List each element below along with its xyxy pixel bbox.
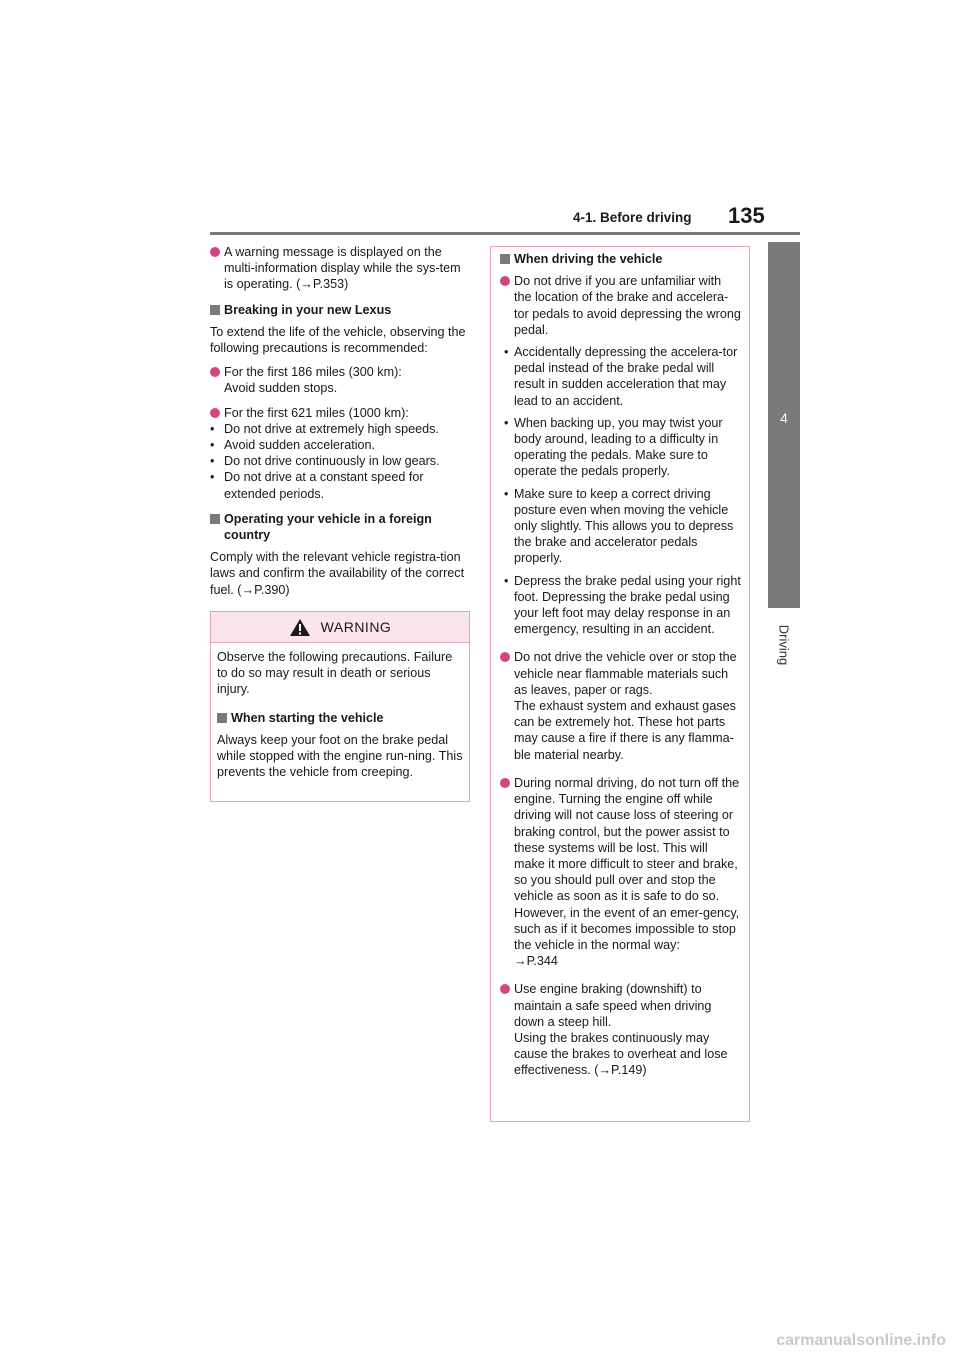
bullet-dot-icon (500, 778, 510, 788)
bullet-text: Using the brakes continuously may cause the brakes to overheat and lose effectiveness. (→P.149) (514, 1030, 728, 1078)
page-footer (0, 1320, 960, 1358)
bullet-dot-icon (500, 984, 510, 994)
sub-item-text: Accidentally depressing the accelera-tor pedal instead of the brake pedal will result in sudden acceleration that may lead to an accident. (514, 345, 738, 408)
warning-title: WARNING (320, 619, 392, 635)
bullet-text: Avoid sudden stops. (224, 381, 338, 396)
list-item: • Do not drive at extremely high speeds. (210, 421, 439, 436)
warning-header (211, 612, 469, 643)
heading-text: Operating your vehicle in a foreign country (224, 511, 432, 543)
sub-item-text: Depress the brake pedal using your right foot. Depressing the brake pedal using your left foot may delay response in an emergency, resulting in an accident. (514, 573, 741, 637)
list-item: • Avoid sudden acceleration. (210, 438, 375, 453)
bullet-engine-off (500, 775, 741, 969)
square-marker-icon (210, 305, 220, 315)
bullet-text: →P.344 (514, 954, 558, 969)
warning-box (210, 611, 470, 802)
heading-breaking-in (210, 302, 470, 318)
heading-text: When driving the vehicle (514, 252, 663, 266)
bullet-unfamiliar-pedals (500, 273, 741, 338)
bullet-first-186 (210, 364, 470, 396)
bullet-text: However, in the event of an emer-gency, such as if it becomes impossible to stop the vehicle in the normal way: (514, 905, 740, 952)
heading-text: When starting the vehicle (231, 710, 384, 725)
bullet-text: A warning message is displayed on the multi-information display while the sys-tem is operating. (→P.353) (224, 245, 461, 292)
chapter-number: 4 (780, 410, 788, 426)
warning-intro: Observe the following precautions. Failure to do so may result in death or serious injury. (217, 650, 453, 697)
heading-driving-vehicle (500, 251, 741, 267)
watermark: carmanualsonline.info (776, 1332, 946, 1349)
header-rule (210, 232, 800, 235)
heading-text: Breaking in your new Lexus (224, 302, 392, 317)
sub-item-accidental-depress: • Accidentally depressing the accelera-tor pedal instead of the brake pedal will result in sudden acceleration that may lead to an accident. (500, 344, 741, 409)
sub-item-text: When backing up, you may twist your body around, leading to a difficulty in operating the pedals. Make sure to operate the pedals properly. (514, 415, 723, 479)
paragraph-starting-vehicle: Always keep your foot on the brake pedal while stopped with the engine run-ning. This prevents the vehicle from creeping. (217, 732, 463, 780)
bullet-text: Do not drive if you are unfamiliar with the location of the brake and accelera-tor pedals to avoid depressing the wrong pedal. (514, 274, 741, 337)
page-number: 135 (728, 203, 765, 228)
left-column (210, 244, 470, 598)
bullet-engine-braking (500, 981, 741, 1078)
bullet-text: During normal driving, do not turn off the engine. Turning the engine off while driving will not cause loss of steering or braking control, but the power assist to these systems will be lost. This will make it more difficult to steer and brake, so you should pull over and stop the vehicle as soon as it is safe to do so. (514, 775, 740, 904)
sub-item-driving-posture: • Make sure to keep a correct driving posture even when moving the vehicle only slightly. This allows you to depress the brake and accelerator pedals properly. (500, 486, 741, 567)
square-marker-icon (500, 254, 510, 264)
sub-item-right-foot: • Depress the brake pedal using your right foot. Depressing the brake pedal using your left foot may delay response in an emergency, resulting in an accident. (504, 573, 741, 637)
paragraph-breaking-in: To extend the life of the vehicle, observing the following precautions is recommended: (210, 324, 466, 356)
bullet-dot-icon (210, 408, 220, 418)
chapter-tab (768, 242, 800, 608)
bullet-dot-icon (500, 652, 510, 662)
heading-foreign-country (210, 511, 470, 543)
sub-item-text: Make sure to keep a correct driving posture even when moving the vehicle only slightly. This allows you to depress the brake and accelerator pedals properly. (514, 486, 734, 566)
bullet-dot-icon (210, 367, 220, 377)
warning-continuation-box (490, 246, 750, 1122)
list-item: • Do not drive at a constant speed for extended periods. (210, 470, 424, 501)
bullet-flammable (500, 649, 741, 762)
bullet-text: For the first 186 miles (300 km): (224, 365, 402, 380)
bullet-warning-message (210, 244, 470, 293)
bullet-text: For the first 621 miles (1000 km): (224, 405, 409, 420)
breaking-in-list (210, 421, 470, 502)
bullet-text: Do not drive the vehicle over or stop the vehicle near flammable materials such as leaves, paper or rags. (514, 650, 737, 697)
warning-triangle-icon (289, 618, 311, 637)
heading-starting-vehicle (217, 710, 463, 726)
bullet-text: Use engine braking (downshift) to maintain a safe speed when driving down a steep hill. (514, 982, 712, 1029)
page-header (0, 0, 960, 240)
section-title: 4-1. Before driving (573, 210, 692, 225)
chapter-label: Driving (776, 624, 792, 666)
paragraph-foreign-country: Comply with the relevant vehicle registra-tion laws and confirm the availability of the correct fuel. (→P.390) (210, 550, 465, 597)
sub-item-backing-up: • When backing up, you may twist your body around, leading to a difficulty in operating the pedals. Make sure to operate the pedals properly. (500, 415, 741, 480)
bullet-dot-icon (500, 276, 510, 286)
square-marker-icon (210, 514, 220, 524)
bullet-dot-icon (210, 247, 220, 257)
warning-body (211, 643, 469, 780)
bullet-text: The exhaust system and exhaust gases can be extremely hot. These hot parts may cause a fire if there is any flamma-ble material nearby. (514, 699, 736, 762)
bullet-first-621 (210, 405, 470, 421)
list-item: • Do not drive continuously in low gears. (210, 454, 440, 469)
square-marker-icon (217, 713, 227, 723)
